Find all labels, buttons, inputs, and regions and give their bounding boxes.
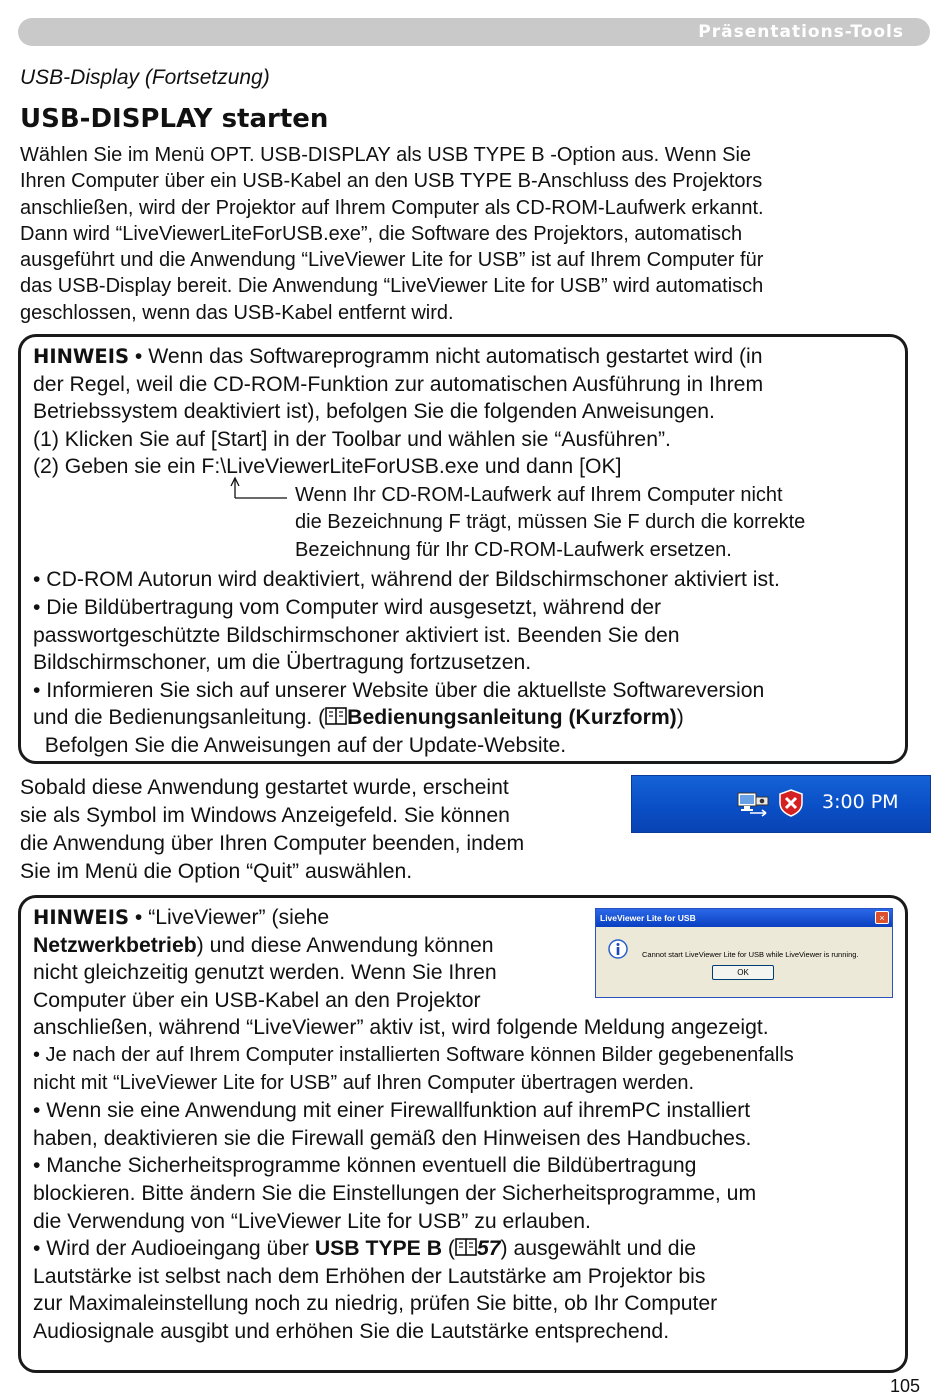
note2-bullet: • Manche Sicherheitsprogramme können eventuell die Bildübertragung [33, 1154, 697, 1178]
section-title: USB-DISPLAY starten [20, 104, 329, 134]
note2-bullet: die Verwendung von “LiveViewer Lite for USB” zu erlauben. [33, 1209, 591, 1233]
note1-bullet-text: und die Bedienungsanleitung. ( [33, 706, 326, 730]
note1-step: (1) Klicken Sie auf [Start] in der Toolbar und wählen sie “Ausführen”. [33, 427, 671, 451]
intro-line: ausgeführt und die Anwendung “LiveViewer Lite for USB” ist auf Ihrem Computer für [20, 249, 764, 272]
hinweis-label: HINWEIS [33, 345, 130, 368]
note1-bullet [33, 704, 891, 732]
note1-bullet: passwortgeschützte Bildschirmschoner aktiviert ist. Beenden Sie den [33, 623, 680, 647]
note2-text: ) ausgewählt und die [500, 1237, 697, 1261]
note1-text: • Wenn das Softwareprogramm nicht automatisch gestartet wird (in [129, 345, 763, 368]
note-box-autostart [18, 334, 908, 764]
tray-clock[interactable]: 3:00 PM [822, 791, 899, 813]
header-bar [18, 18, 930, 46]
intro-line: Ihren Computer über ein USB-Kabel an den USB TYPE B-Anschluss des Projektors [20, 170, 763, 193]
windows-taskbar-tray [631, 775, 931, 833]
usb-type-b-reference: USB TYPE B [314, 1237, 443, 1261]
note2-text: • “LiveViewer” (siehe [129, 906, 330, 929]
page-number: 105 [889, 1376, 920, 1396]
drive-letter-subnote [231, 482, 891, 565]
header-title: Präsentations-Tools [698, 22, 904, 42]
note2-bullet: Lautstärke ist selbst nach dem Erhöhen der Lautstärke am Projektor bis [33, 1264, 706, 1288]
manual-reference-link[interactable]: Bedienungsanleitung (Kurzform) [347, 706, 677, 730]
section-subtitle: USB-Display (Fortsetzung) [20, 66, 270, 89]
subnote-line: Wenn Ihr CD-ROM-Laufwerk auf Ihrem Computer nicht [295, 483, 783, 506]
note-box-liveviewer [18, 895, 908, 1373]
note1-line [33, 343, 891, 371]
note1-bullet: Bildschirmschoner, um die Übertragung fortzusetzen. [33, 651, 532, 675]
book-reference-icon [455, 1237, 477, 1257]
note1-line: Betriebssystem deaktiviert ist), befolgen Sie die folgenden Anweisungen. [33, 400, 715, 424]
taskbar-line: Sobald diese Anwendung gestartet wurde, erscheint [20, 776, 509, 799]
note1-step: (2) Geben sie ein F:\LiveViewerLiteForUSB.exe und dann [OK] [33, 455, 622, 479]
usb-display-tray-icon[interactable] [736, 790, 772, 820]
note2-line: nicht gleichzeitig genutzt werden. Wenn Sie Ihren [33, 961, 497, 985]
note2-line: anschließen, während “LiveViewer” aktiv ist, wird folgende Meldung angezeigt. [33, 1016, 769, 1040]
note2-bullet: zur Maximaleinstellung noch zu niedrig, prüfen Sie bitte, ob Ihr Computer [33, 1292, 718, 1316]
note2-bullet: • Wenn sie eine Anwendung mit einer Firewallfunktion auf ihremPC installiert [33, 1099, 751, 1123]
note1-line: der Regel, weil die CD-ROM-Funktion zur automatischen Ausführung in Ihrem [33, 372, 764, 396]
taskbar-line: Sie im Menü die Option “Quit” auswählen. [20, 860, 413, 883]
taskbar-line: sie als Symbol im Windows Anzeigefeld. Sie können [20, 804, 510, 827]
info-icon [608, 939, 628, 959]
note2-bullet: haben, deaktivieren sie die Firewall gemäß den Hinweisen des Handbuches. [33, 1126, 752, 1150]
intro-line: Dann wird “LiveViewerLiteForUSB.exe”, die Software des Projektors, automatisch [20, 222, 743, 245]
page-57-reference-link[interactable]: 57 [476, 1237, 501, 1261]
note2-bullet: Audiosignale ausgibt und erhöhen Sie die Lautstärke entsprechend. [33, 1319, 670, 1343]
note1-bullet: • CD-ROM Autorun wird deaktiviert, während der Bildschirmschoner aktiviert ist. [33, 568, 780, 592]
dialog-ok-button[interactable]: OK [712, 965, 774, 980]
book-reference-icon [325, 706, 347, 726]
error-dialog [595, 908, 893, 998]
intro-paragraph [20, 142, 925, 326]
network-mode-reference: Netzwerkbetrieb [33, 933, 197, 957]
note2-bullet [33, 1235, 891, 1263]
dialog-title: LiveViewer Lite for USB [596, 909, 892, 927]
pointer-arrow-icon [229, 476, 289, 500]
note2-text: ) und diese Anwendung können [196, 933, 494, 957]
note2-line: Computer über ein USB-Kabel an den Projektor [33, 988, 481, 1012]
note2-text: • Wird der Audioeingang über [33, 1237, 315, 1261]
subnote-line: Bezeichnung für Ihr CD-ROM-Laufwerk ersetzen. [295, 538, 732, 561]
intro-line: geschlossen, wenn das USB-Kabel entfernt wird. [20, 301, 454, 324]
note2-text: ( [442, 1237, 455, 1261]
taskbar-line: die Anwendung über Ihren Computer beenden, indem [20, 832, 525, 855]
note1-bullet-text: ) [676, 706, 684, 730]
note2-bullet: blockieren. Bitte ändern Sie die Einstellungen der Sicherheitsprogramme, um [33, 1181, 757, 1205]
note1-bullet: • Die Bildübertragung vom Computer wird ausgesetzt, während der [33, 596, 662, 620]
note2-bullet: • Je nach der auf Ihrem Computer installierten Software können Bilder gegebenenfalls [33, 1043, 794, 1066]
intro-line: Wählen Sie im Menü OPT. USB-DISPLAY als USB TYPE B -Option aus. Wenn Sie [20, 144, 752, 166]
subnote-line: die Bezeichnung F trägt, müssen Sie F durch die korrekte [295, 511, 806, 534]
close-icon[interactable]: × [875, 911, 889, 924]
security-shield-icon[interactable] [778, 788, 804, 818]
note1-bullet: Befolgen Sie die Anweisungen auf der Update-Website. [33, 734, 567, 758]
hinweis-label: HINWEIS [33, 906, 130, 929]
note1-bullet: • Informieren Sie sich auf unserer Website über die aktuellste Softwareversion [33, 678, 765, 702]
intro-line: das USB-Display bereit. Die Anwendung “LiveViewer Lite for USB” wird automatisch [20, 275, 764, 298]
intro-line: anschließen, wird der Projektor auf Ihrem Computer als CD-ROM-Laufwerk erkannt. [20, 196, 764, 219]
taskbar-description [20, 774, 620, 886]
dialog-message: Cannot start LiveViewer Lite for USB while LiveViewer is running. [642, 950, 859, 959]
note2-bullet: nicht mit “LiveViewer Lite for USB” auf Ihren Computer übertragen werden. [33, 1071, 695, 1094]
